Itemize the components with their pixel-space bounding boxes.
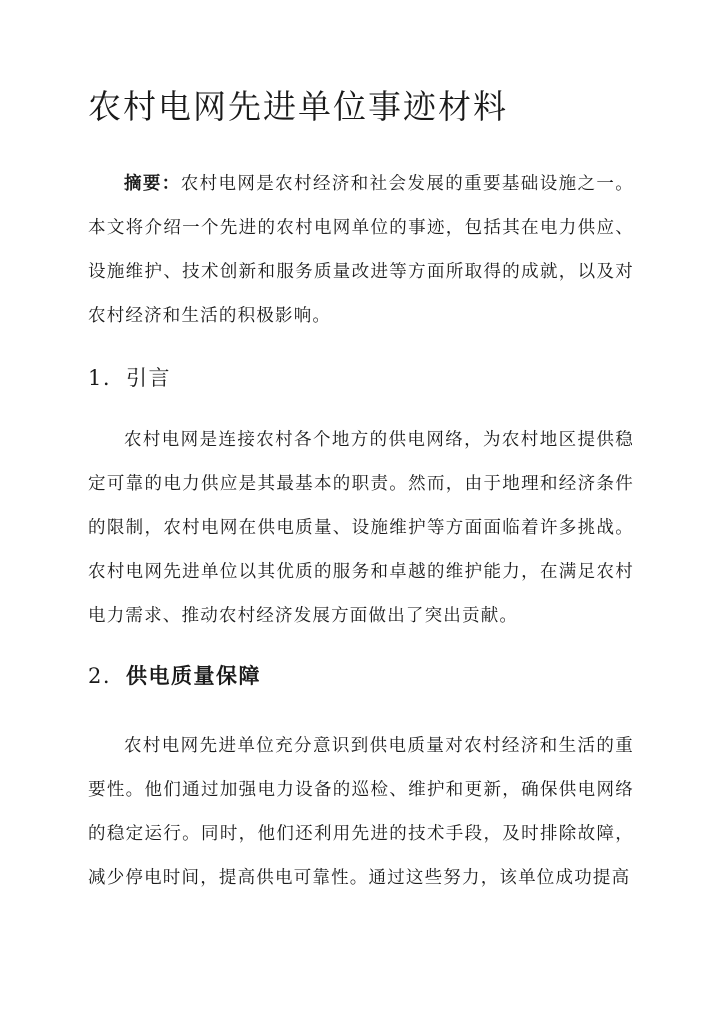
- abstract-label: 摘要：: [124, 174, 181, 194]
- section-title: 供电质量保障: [126, 663, 261, 688]
- section-body-power-quality: 农村电网先进单位充分意识到供电质量对农村经济和生活的重要性。他们通过加强电力设备的巡检、维护和更新，确保供电网络的稳定运行。同时，他们还利用先进的技术手段，及时排除故障，减少停电时间，提高供电可靠性。通过这些努力，该单位成功提高: [88, 736, 634, 888]
- abstract-paragraph: [88, 162, 634, 338]
- abstract-text: 农村电网是农村经济和社会发展的重要基础设施之一。本文将介绍一个先进的农村电网单位的事迹，包括其在电力供应、设施维护、技术创新和服务质量改进等方面所取得的成就，以及对农村经济和生活的积极影响。: [88, 174, 634, 326]
- section-heading-intro: [88, 360, 171, 396]
- section-heading-power-quality: [88, 658, 261, 694]
- section-body-intro: 农村电网是连接农村各个地方的供电网络，为农村地区提供稳定可靠的电力供应是其最基本的职责。然而，由于地理和经济条件的限制，农村电网在供电质量、设施维护等方面面临着许多挑战。农村电网先进单位以其优质的服务和卓越的维护能力，在满足农村电力需求、推动农村经济发展方面做出了突出贡献。: [88, 430, 634, 626]
- section-number: 1.: [88, 366, 112, 390]
- document-title: 农村电网先进单位事迹材料: [88, 87, 508, 126]
- section-title: 引言: [126, 366, 171, 390]
- section-number: 2.: [88, 664, 112, 688]
